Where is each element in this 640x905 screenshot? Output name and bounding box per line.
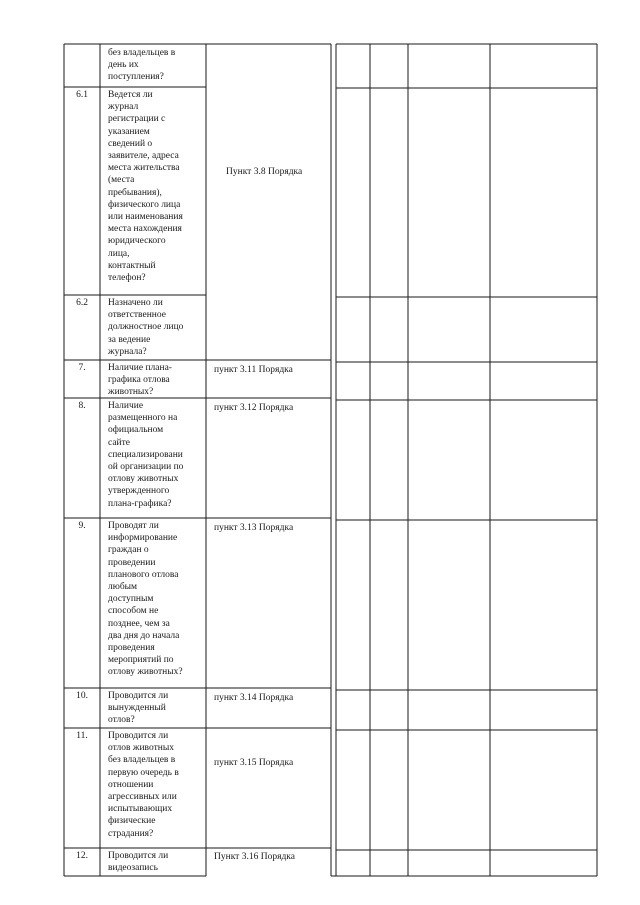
row-9-question: Проводят ли информирование граждан о проведении планового отлова любым доступным способом не позднее, чем за два дня до начала проведения мероприятий по отлову животных? (108, 521, 183, 678)
row-6-2-question: Назначено ли ответственное должностное лицо за ведение журнала? (108, 298, 184, 357)
row-8-question: Наличие размещенного на официальном сайте специализировани ой организации по отлову животных утвержденного плана-графика? (108, 401, 184, 509)
row-9-reference: пункт 3.13 Порядка (214, 523, 294, 533)
row-7-question: Наличие плана- графика отлова животных? (108, 363, 172, 398)
row-7-number: 7. (78, 363, 86, 373)
row-6-1-question: Ведется ли журнал регистрации с указанием сведений о заявителе, адреса места жительства (места пребывания), физического лица или наименования места нахождения юридического лица, контактный телефон? (108, 90, 183, 284)
row-7-reference: пункт 3.11 Порядка (214, 365, 293, 375)
row-8-reference: пункт 3.12 Порядка (214, 403, 294, 413)
row-10-question: Проводится ли вынужденный отлов? (108, 691, 169, 726)
row-11-question: Проводится ли отлов животных без владельцев в первую очередь в отношении агрессивных или испытывающих физические страдания? (108, 731, 179, 839)
row-8-number: 8. (78, 401, 86, 411)
row-10-number: 10. (76, 691, 88, 701)
row-6-1-number: 6.1 (76, 90, 88, 100)
row-11-number: 11. (76, 731, 88, 741)
row-12-reference: Пункт 3.16 Порядка (214, 852, 295, 862)
row-6-1-reference: Пункт 3.8 Порядка (226, 167, 303, 177)
row-11-reference: пункт 3.15 Порядка (214, 758, 294, 768)
row-9-number: 9. (78, 521, 86, 531)
row-r0-question: без владельцев в день их поступления? (108, 48, 176, 83)
row-12-question: Проводится ли видеозапись (108, 851, 169, 874)
row-12-number: 12. (76, 851, 88, 861)
row-6-2-number: 6.2 (76, 298, 88, 308)
row-10-reference: пункт 3.14 Порядка (214, 693, 294, 703)
